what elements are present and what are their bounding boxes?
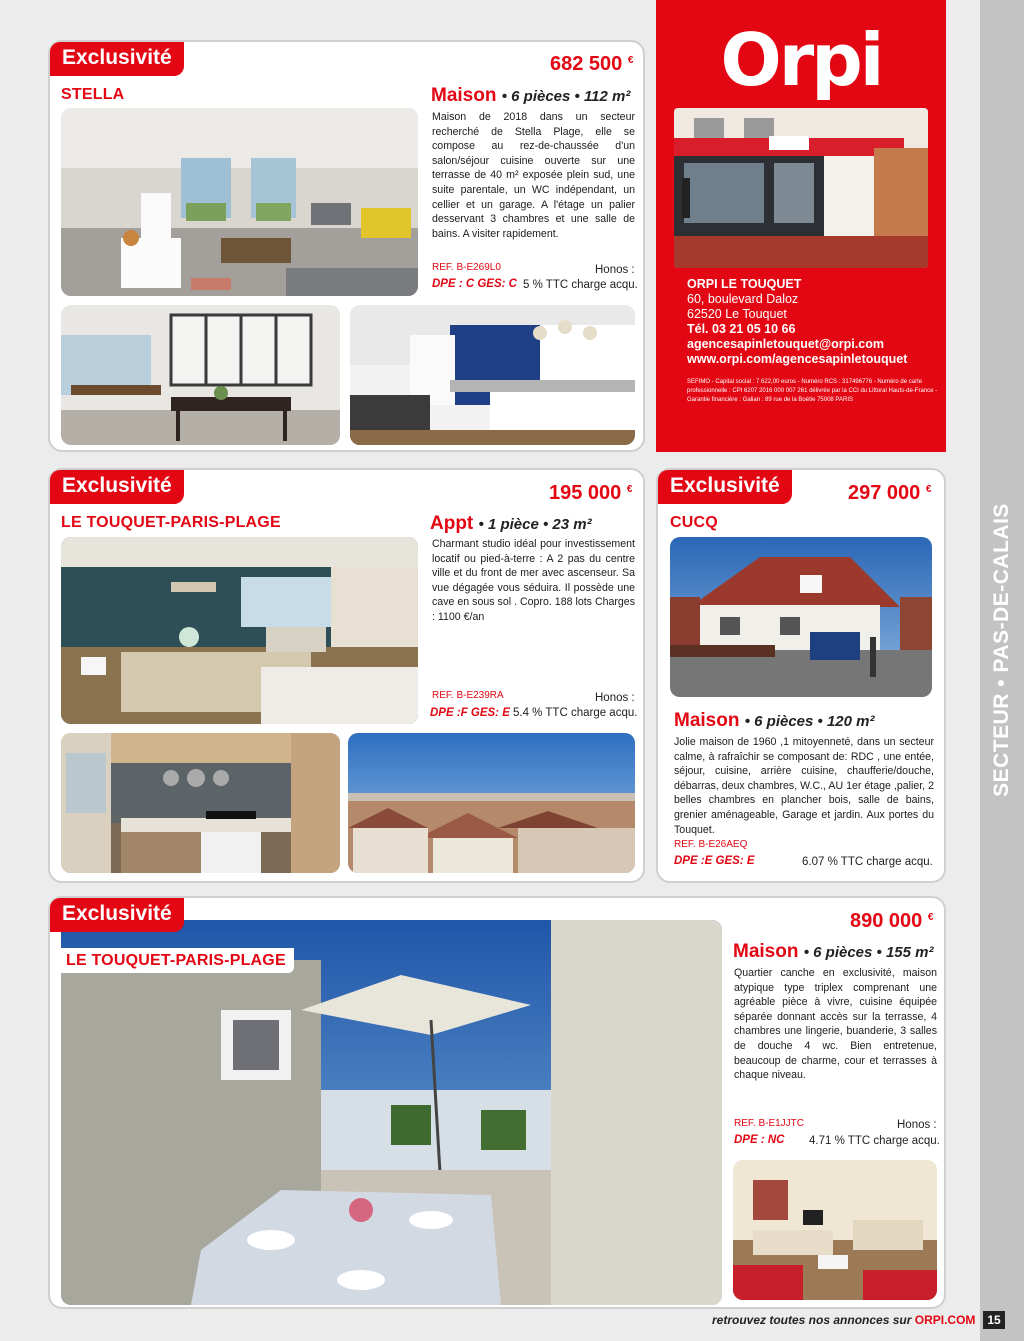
agency-fee: 5 % TTC charge acqu. [523, 279, 638, 291]
energy-rating: DPE :E GES: E [674, 855, 755, 867]
agency-website[interactable]: www.orpi.com/agencesapinletouquet [687, 352, 908, 366]
exclusivity-badge: Exclusivité [658, 470, 792, 504]
photo-lounge[interactable] [733, 1160, 937, 1300]
photo-agency-storefront [674, 108, 928, 268]
photo-rooftop-view[interactable] [348, 733, 635, 873]
photo-kitchenette[interactable] [61, 733, 340, 873]
agency-contact [687, 277, 907, 367]
listing-description: Charmant studio idéal pour investissement locatif ou pied-à-terre : A 2 pas du centre ville et du front de mer avec ascenseur. Sa vue dégagée vous séduira. Il possède une cave en sous sol . Copro. 188 lots Charges : 1100 €/an [432, 538, 635, 623]
agency-fee: 6.07 % TTC charge acqu. [802, 856, 933, 868]
orpi-logo[interactable]: Orpi [720, 18, 882, 102]
agency-fee: 5.4 % TTC charge acqu. [513, 707, 638, 719]
listing-price: 890 000 € [850, 910, 934, 932]
listing-city: LE TOUQUET-PARIS-PLAGE [61, 514, 281, 531]
property-type: Appt • 1 pièce • 23 m² [430, 513, 592, 534]
photo-terrace[interactable] [61, 920, 722, 1305]
photo-kitchen[interactable] [350, 305, 635, 445]
listing-description: Jolie maison de 1960 ,1 mitoyenneté, dans un secteur calme, à rafraîchir se composant de: RDC , une entée, séjour, cuisine, arrière cuisine, chaufferie/douche, débarras, deux chambres, W.C., AU 1er étage ,palier, 2 belles chambres en plancher bois, salle de bains, grenier aménageable, Garage et jardin. Aux portes du Touquet. [674, 736, 934, 836]
agency-legal-notice: SEFIMO - Capital social : 7 622,00 euros - Numéro RCS : 317496776 - Numéro de carte professionnelle : CPI 6207 2016 000 007 261 délivrée par la CCI du Littoral Hauts-de-France - Garantie financière : Galian : 89 rue de la Boétie 75008 PARIS [687, 379, 938, 403]
energy-rating: DPE : C GES: C [432, 278, 517, 290]
exclusivity-badge: Exclusivité [50, 898, 184, 932]
listing-city: CUCQ [670, 514, 718, 531]
property-type: Maison • 6 pièces • 120 m² [674, 710, 875, 731]
agency-fee: 4.71 % TTC charge acqu. [809, 1135, 940, 1147]
agency-phone[interactable]: Tél. 03 21 05 10 66 [687, 322, 796, 336]
exclusivity-badge: Exclusivité [50, 470, 184, 504]
photo-studio[interactable] [61, 537, 418, 724]
property-type: Maison • 6 pièces • 112 m² [431, 85, 631, 106]
listing-price: 297 000 € [848, 482, 932, 504]
listing-city: LE TOUQUET-PARIS-PLAGE [58, 948, 294, 973]
property-type: Maison • 6 pièces • 155 m² [733, 941, 934, 962]
agency-email[interactable]: agencesapinletouquet@orpi.com [687, 337, 884, 351]
agency-address-line2: 62520 Le Touquet [687, 307, 787, 321]
fees-label: Honos : [897, 1119, 937, 1131]
photo-house-cucq[interactable] [670, 537, 932, 697]
reference-code: REF. B-E269L0 [432, 262, 501, 273]
reference-code: REF. B-E26AEQ [674, 839, 748, 850]
reference-code: REF. B-E1JJTC [734, 1118, 805, 1129]
photo-dining-room[interactable] [61, 305, 340, 445]
footer-tagline: retrouvez toutes nos annonces sur ORPI.COM [712, 1313, 976, 1327]
listing-city: STELLA [61, 86, 125, 103]
reference-code: REF. B-E239RA [432, 690, 504, 701]
listing-description: Quartier canche en exclusivité, maison atypique type triplex comprenant une agréable pièce à vivre, cuisine équipée séparée donnant accès sur la terrasse, 4 chambres une lingerie, buanderie, 3 salles de douche 4 wc. Bien entretenue, beaucoup de charme, cour et terrasses à chaque niveau. [734, 967, 937, 1082]
agency-address-line1: 60, boulevard Daloz [687, 292, 799, 306]
footer-site-link[interactable]: ORPI.COM [914, 1313, 976, 1327]
energy-rating: DPE : NC [734, 1134, 785, 1146]
agency-panel [656, 0, 946, 452]
fees-label: Honos : [595, 264, 635, 276]
agency-name: ORPI LE TOUQUET [687, 277, 802, 291]
sector-label: SECTEUR • PAS-DE-CALAIS [990, 503, 1013, 797]
listing-price: 195 000 € [549, 482, 633, 504]
energy-rating: DPE :F GES: E [430, 707, 510, 719]
exclusivity-badge: Exclusivité [50, 42, 184, 76]
fees-label: Honos : [595, 692, 635, 704]
page-number: 15 [983, 1311, 1005, 1329]
listing-price: 682 500 € [550, 53, 634, 75]
listing-description: Maison de 2018 dans un secteur recherché de Stella Plage, elle se compose au rez-de-chaussée d'un salon/séjour cuisine ouverte sur une terrasse de 40 m² exposée plein sud, une suite parentale, un WC indépendant, un cellier et un garage. A l'étage un palier desservant 3 chambres et une salle de bains. A visiter rapidement. [432, 111, 635, 240]
photo-living-room[interactable] [61, 108, 418, 296]
